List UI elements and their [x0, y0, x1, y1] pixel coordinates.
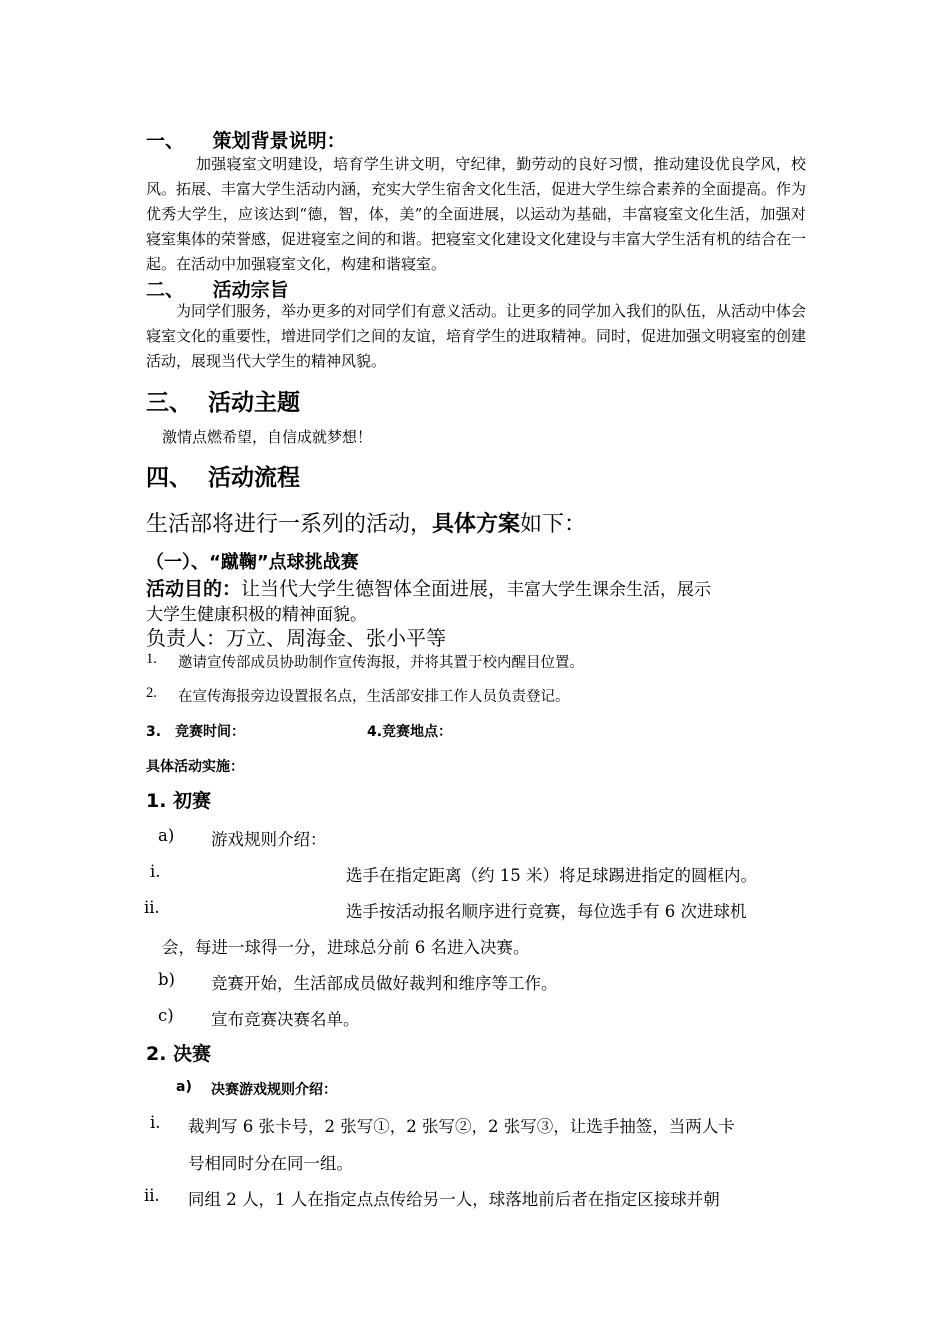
list-item-1-number: 1. [146, 651, 157, 667]
final-i-text-1: 裁判写 6 张卡号，2 张写①，2 张写②，2 张写③，让选手抽签，当两人卡 [188, 1117, 735, 1136]
purpose-label: 活动目的： [146, 578, 242, 600]
implementation-label: 具体活动实施： [146, 759, 244, 775]
purpose-text-1: 让当代大学生德智体全面进展， [241, 578, 508, 600]
competition-place-label: 4.竞赛地点： [367, 724, 453, 740]
prelim-ii-text-1: 选手按活动报名顺序进行竞赛，每位选手有 6 次进球机 [346, 902, 747, 921]
section-1-number: 一、 [146, 130, 185, 152]
section-4-title: 活动流程 [208, 465, 301, 491]
prelim-i-label: i. [150, 862, 161, 881]
competition-time-label: 3. 竞赛时间： [146, 724, 246, 740]
purpose-line-2: 大学生健康积极的精神面貌。 [146, 605, 367, 625]
list-item-1 [146, 651, 584, 671]
purpose-line-1 [146, 574, 711, 601]
prelim-c-text: 宣布竞赛决赛名单。 [211, 1010, 360, 1029]
final-ii-text-1: 同组 2 人，1 人在指定点点传给另一人，球落地前后者在指定区接球并朝 [188, 1190, 720, 1209]
list-item-2-number: 2. [146, 685, 157, 701]
section-1-title: 策划背景说明： [212, 130, 346, 152]
final-i-label: i. [150, 1113, 161, 1132]
purpose-text-1b: 丰富大学生课余生活，展示 [507, 580, 712, 600]
section-2-number: 二、 [146, 279, 185, 301]
prelim-a-label: a) [158, 826, 175, 845]
plan-intro [146, 507, 586, 538]
section-1-heading [146, 126, 346, 153]
prelim-b-label: b) [158, 970, 175, 989]
section-3-title: 活动主题 [208, 390, 301, 416]
section-2-body: 为同学们服务，举办更多的对同学们有意义活动。让更多的同学加入我们的队伍，从活动中体会寝室文化的重要性，增进同学们之间的友谊，培育学生的进取精神。同时，促进加强文明寝室的创建活动，展现当代大学生的精神风貌。 [146, 302, 807, 370]
subsection-title: （一）、“蹴鞠”点球挑战赛 [146, 552, 359, 573]
section-2-heading [146, 275, 289, 302]
prelim-a-text: 游戏规则介绍： [211, 830, 327, 849]
section-3-number: 三、 [146, 390, 192, 416]
prelim-c-label: c) [158, 1006, 174, 1025]
list-item-2 [146, 685, 570, 705]
final-i-text-2: 号相同时分在同一组。 [188, 1154, 353, 1173]
section-2-title: 活动宗旨 [212, 279, 289, 301]
section-3-heading [146, 384, 300, 417]
section-1-body: 加强寝室文明建设，培育学生讲文明，守纪律，勤劳动的良好习惯，推动建设优良学风，校风。拓展、丰富大学生活动内涵，充实大学生宿舍文化生活，促进大学生综合素养的全面提高。作为优秀大学生，应该达到“德，智，体，美”的全面进展，以运动为基础，丰富寝室文化生活，加强对寝室集体的荣誉感，促进寝室之间的和谐。把寝室文化建设文化建设与丰富大学生活有机的结合在一起。在活动中加强寝室文化，构建和谐寝室。 [146, 155, 807, 273]
final-a-text: 决赛游戏规则介绍： [211, 1082, 337, 1098]
prelim-ii-label: ii. [144, 898, 160, 917]
section-4-number: 四、 [146, 465, 192, 491]
section-3-theme: 激情点燃希望，自信成就梦想！ [162, 428, 373, 446]
plan-intro-bold: 具体方案 [432, 512, 521, 537]
list-item-2-text: 在宣传海报旁边设置报名点，生活部安排工作人员负责登记。 [178, 689, 570, 705]
section-4-heading [146, 459, 300, 492]
plan-intro-text: 生活部将进行一系列的活动， [146, 512, 433, 537]
owner-line: 负责人：万立、周海金、张小平等 [146, 626, 446, 650]
list-item-1-text: 邀请宣传部成员协助制作宣传海报，并将其置于校内醒目位置。 [178, 655, 584, 671]
final-ii-label: ii. [144, 1186, 160, 1205]
final-title: 2. 决赛 [146, 1043, 212, 1065]
final-a-label: a) [176, 1079, 192, 1095]
prelim-b-text: 竞赛开始，生活部成员做好裁判和维序等工作。 [211, 974, 558, 993]
prelim-title: 1. 初赛 [146, 790, 212, 812]
plan-intro-end: 如下： [520, 512, 587, 537]
prelim-ii-text-2: 会，每进一球得一分，进球总分前 6 名进入决赛。 [162, 938, 530, 957]
prelim-i-text: 选手在指定距离（约 15 米）将足球踢进指定的圆框内。 [346, 866, 757, 885]
